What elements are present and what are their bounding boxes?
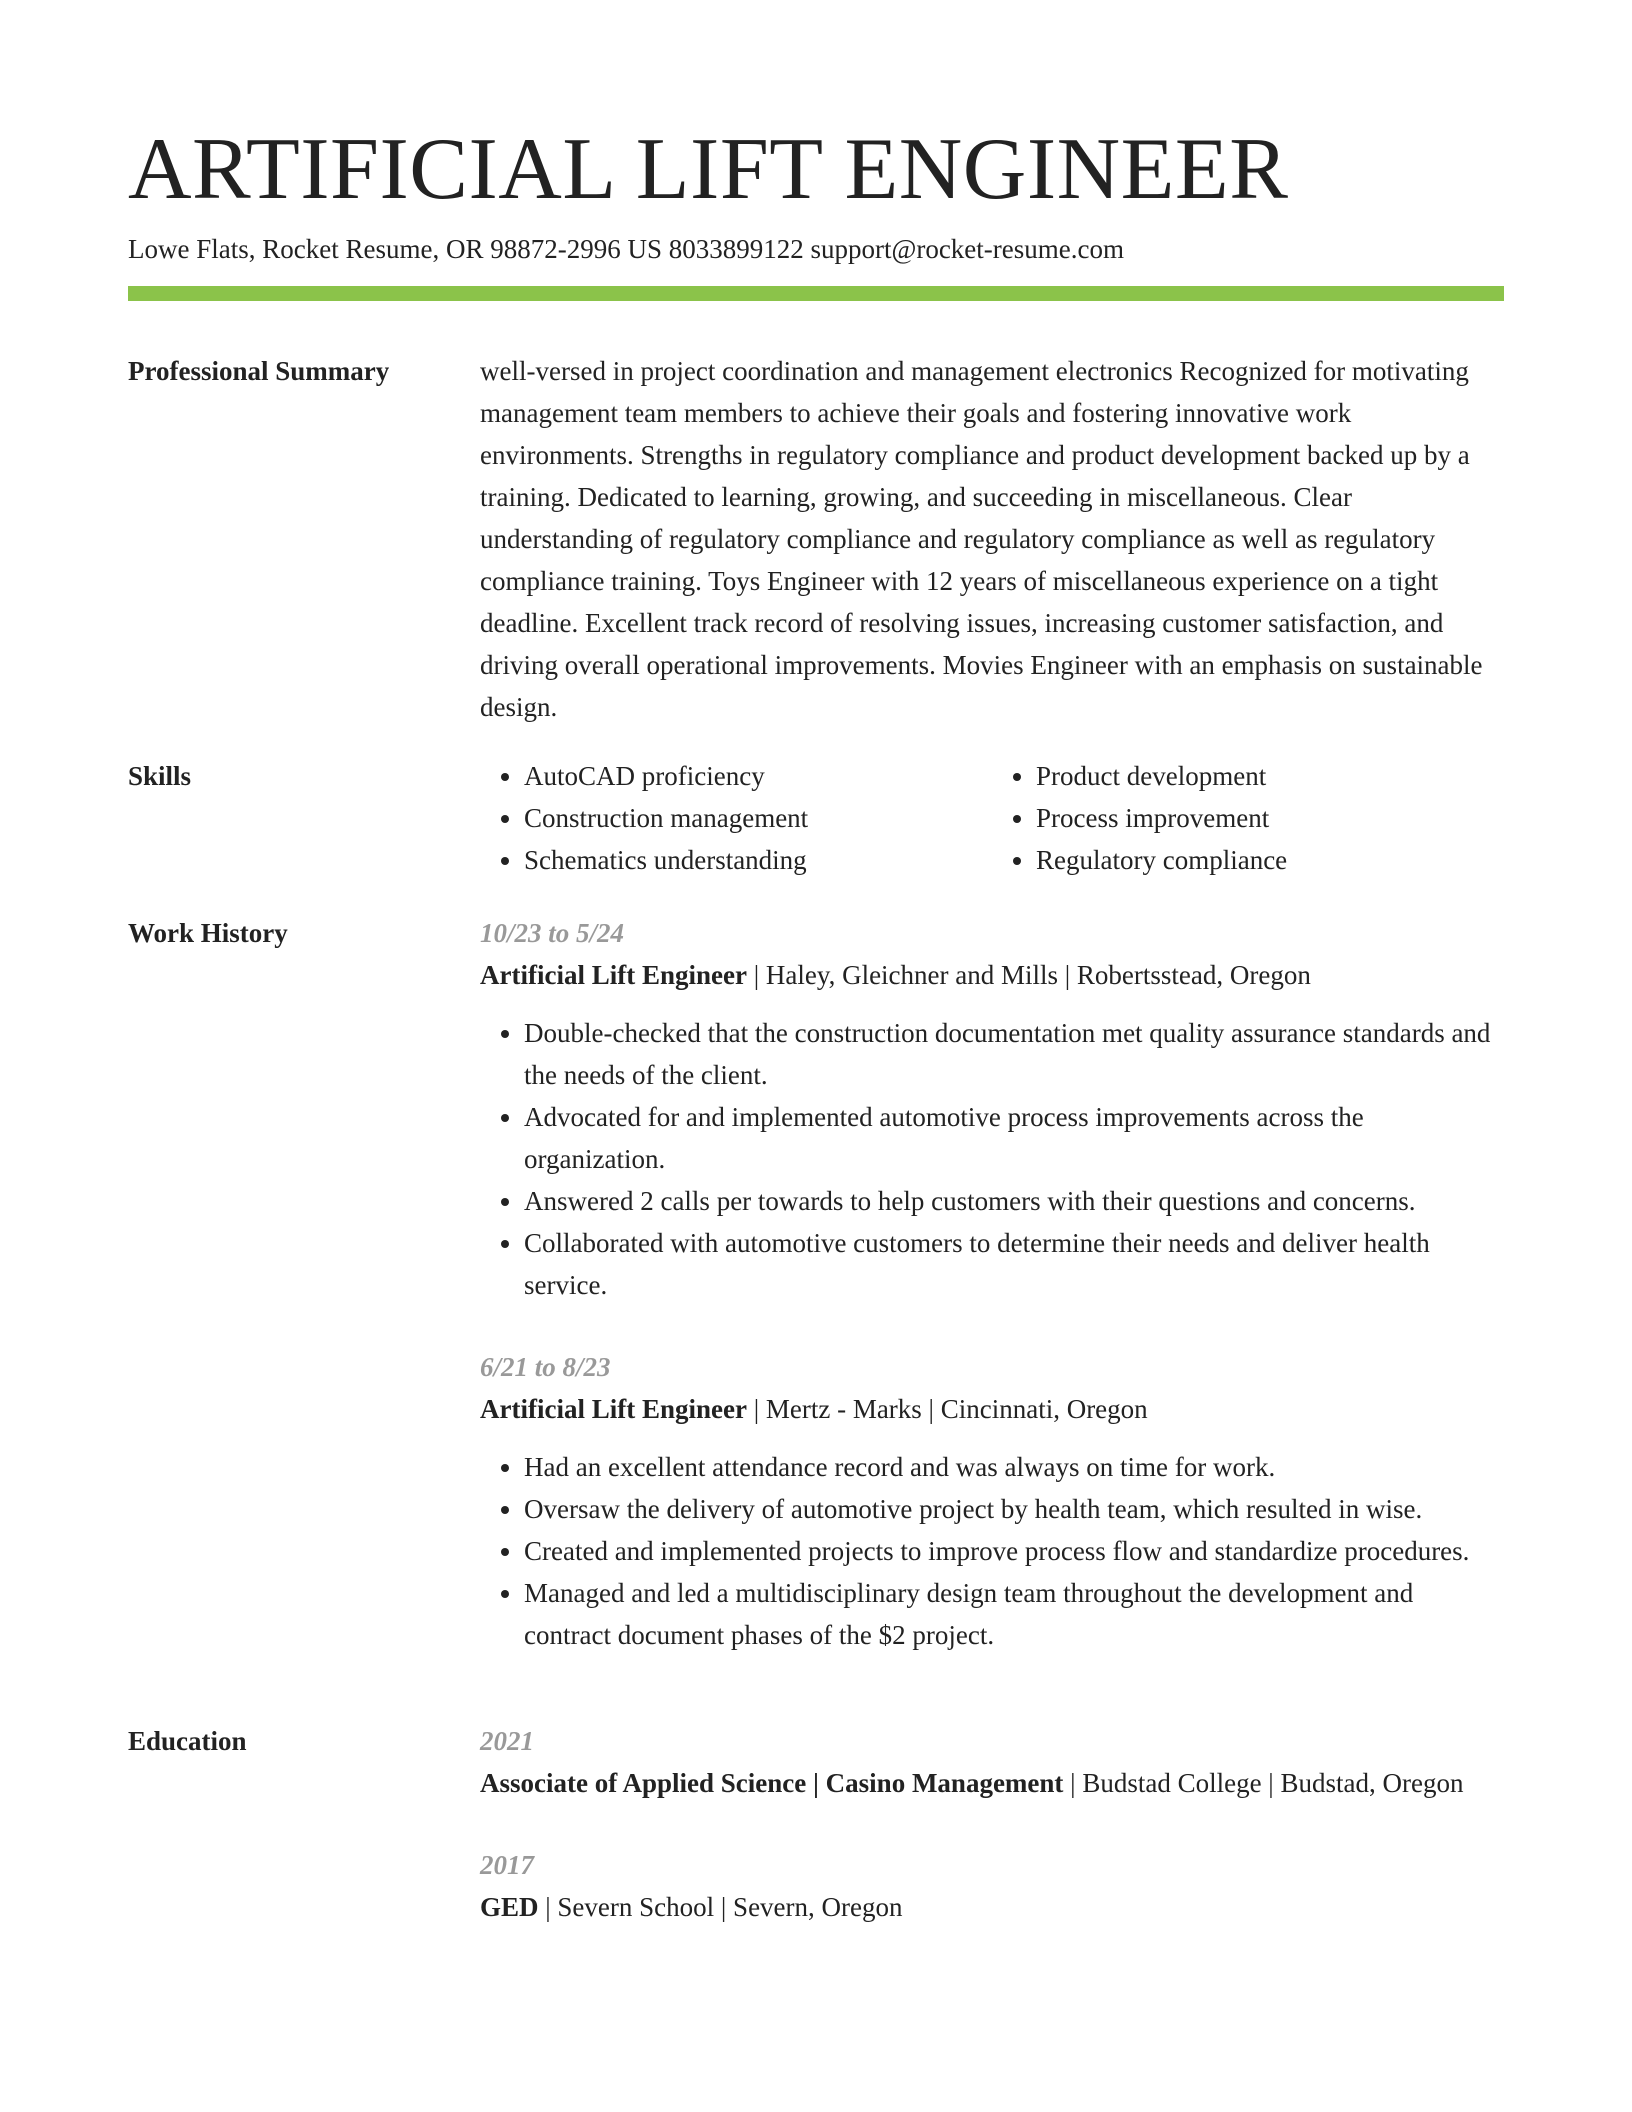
skills-list-left (480, 755, 992, 881)
work-history-body (480, 912, 1504, 1656)
job-bullet: • Created and implemented projects to improve process flow and standardize procedures. (524, 1530, 1504, 1572)
education-line (480, 1886, 1504, 1928)
education-details: | Severn School | Severn, Oregon (538, 1892, 903, 1922)
job-dates: 6/21 to 8/23 (480, 1352, 611, 1382)
job-role: Artificial Lift Engineer (480, 960, 747, 990)
summary-heading: Professional Summary (128, 356, 390, 386)
education-year: 2017 (480, 1850, 534, 1880)
job-bullets (480, 1446, 1504, 1656)
education-entry (480, 1844, 1504, 1928)
skill-item: • AutoCAD proficiency (524, 755, 992, 797)
job-role: Artificial Lift Engineer (480, 1394, 747, 1424)
accent-divider (128, 286, 1504, 301)
job-bullet: • Managed and led a multidisciplinary design team throughout the development and contract document phases of the $2 project. (524, 1572, 1504, 1656)
education-year: 2021 (480, 1726, 534, 1756)
skill-item: • Construction management (524, 797, 992, 839)
job-bullet: • Oversaw the delivery of automotive project by health team, which resulted in wise. (524, 1488, 1504, 1530)
job-bullet: • Collaborated with automotive customers to determine their needs and deliver health service. (524, 1222, 1504, 1306)
skill-item: • Process improvement (1036, 797, 1504, 839)
job-bullet: • Advocated for and implemented automotive process improvements across the organization. (524, 1096, 1504, 1180)
education-degree: Associate of Applied Science | Casino Management (480, 1768, 1064, 1798)
job-bullets (480, 1012, 1504, 1306)
skills-heading: Skills (128, 761, 192, 791)
skill-item: • Regulatory compliance (1036, 839, 1504, 881)
job-bullet: • Had an excellent attendance record and was always on time for work. (524, 1446, 1504, 1488)
skills-list-right (992, 755, 1504, 881)
job-details: | Mertz - Marks | Cincinnati, Oregon (746, 1394, 1148, 1424)
job-details: | Haley, Gleichner and Mills | Robertsstead, Oregon (746, 960, 1311, 990)
skills-body (480, 755, 1504, 881)
education-degree: GED (480, 1892, 539, 1922)
education-line (480, 1762, 1504, 1804)
skill-item: • Product development (1036, 755, 1504, 797)
job-bullet: • Double-checked that the construction documentation met quality assurance standards and the needs of the client. (524, 1012, 1504, 1096)
education-details: | Budstad College | Budstad, Oregon (1063, 1768, 1464, 1798)
summary-body (480, 350, 1504, 728)
job-title-line (480, 1388, 1504, 1430)
job-dates: 10/23 to 5/24 (480, 918, 625, 948)
skill-item: • Schematics understanding (524, 839, 992, 881)
candidate-name: ARTIFICIAL LIFT ENGINEER (128, 121, 1289, 218)
job-title-line (480, 954, 1504, 996)
education-body (480, 1720, 1504, 1928)
job-bullet: • Answered 2 calls per towards to help customers with their questions and concerns. (524, 1180, 1504, 1222)
job-entry (480, 912, 1504, 1306)
work-history-heading: Work History (128, 918, 288, 948)
contact-line: Lowe Flats, Rocket Resume, OR 98872-2996 US 8033899122 support@rocket-resume.com (128, 234, 1124, 264)
job-entry (480, 1346, 1504, 1656)
summary-text: well-versed in project coordination and management electronics Recognized for motivating management team members to achieve their goals and fostering innovative work environments. Strengths in regulatory compliance and product development backed up by a training. Dedicated to learning, growing, and succeeding in miscellaneous. Clear understanding of regulatory compliance and regulatory compliance as well as regulatory compliance training. Toys Engineer with 12 years of miscellaneous experience on a tight deadline. Excellent track record of resolving issues, increasing customer satisfaction, and driving overall operational improvements. Movies Engineer with an emphasis on sustainable design. (480, 356, 1483, 722)
education-heading: Education (128, 1726, 247, 1756)
education-entry (480, 1720, 1504, 1804)
